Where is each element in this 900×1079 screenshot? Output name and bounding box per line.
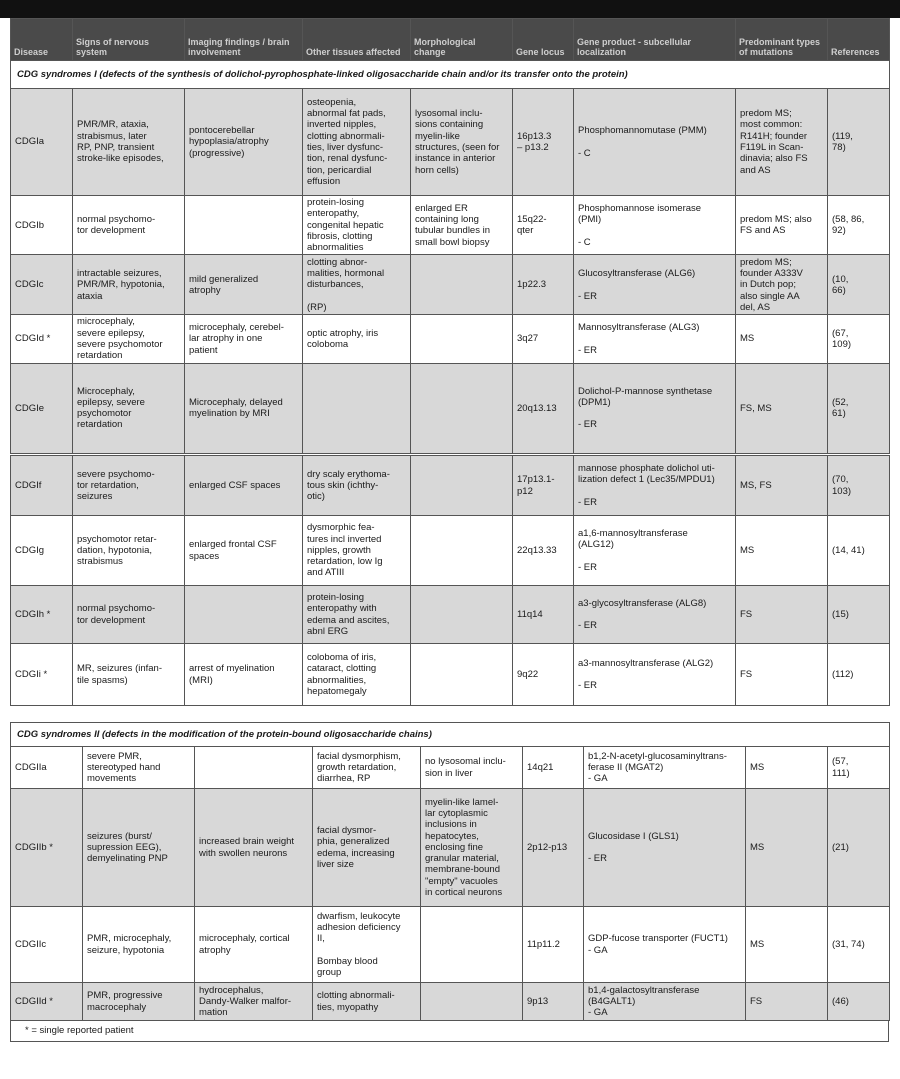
nervous-signs: Microcephaly, epilepsy, severe psychomotor retardation bbox=[73, 363, 185, 453]
table-row bbox=[11, 89, 890, 196]
disease-name: CDGIc bbox=[11, 255, 73, 315]
mutation-types: MS, FS bbox=[736, 456, 828, 516]
gene-locus: 14q21 bbox=[523, 747, 584, 789]
morphological-change: myelin-like lamel- lar cytoplasmic inclusions in hepatocytes, enclosing fine granular material, membrane-bound "empty" vacuoles in cortical neurons bbox=[421, 789, 523, 907]
other-tissues: protein-losing enteropathy, congenital hepatic fibrosis, clotting abnormalities bbox=[303, 196, 411, 255]
table-row bbox=[11, 586, 890, 644]
nervous-signs: normal psychomo- tor development bbox=[73, 586, 185, 644]
disease-name: CDGIIb * bbox=[11, 789, 83, 907]
nervous-signs: MR, seizures (infan- tile spasms) bbox=[73, 644, 185, 706]
section-title: CDG syndromes II (defects in the modification of the protein-bound oligosaccharide chains) bbox=[11, 723, 890, 747]
mutation-types: MS bbox=[736, 315, 828, 363]
col-header: Gene product - subcellular localization bbox=[574, 19, 736, 61]
disease-name: CDGIb bbox=[11, 196, 73, 255]
nervous-signs: PMR/MR, ataxia, strabismus, later RP, PNP, transient stroke-like episodes, bbox=[73, 89, 185, 196]
col-header: Predominant types of mutations bbox=[736, 19, 828, 61]
nervous-signs: microcephaly, severe epilepsy, severe psychomotor retardation bbox=[73, 315, 185, 363]
gene-locus: 17p13.1- p12 bbox=[513, 456, 574, 516]
disease-name: CDGIe bbox=[11, 363, 73, 453]
mutation-types: predom MS; also FS and AS bbox=[736, 196, 828, 255]
col-header: Signs of nervous system bbox=[73, 19, 185, 61]
morphological-change bbox=[411, 255, 513, 315]
references: (21) bbox=[828, 789, 890, 907]
gene-product: Phosphomannose isomerase (PMI) - C bbox=[574, 196, 736, 255]
disease-name: CDGIh * bbox=[11, 586, 73, 644]
nervous-signs: severe psychomo- tor retardation, seizures bbox=[73, 456, 185, 516]
imaging-findings bbox=[195, 747, 313, 789]
table-row bbox=[11, 644, 890, 706]
other-tissues: coloboma of iris, cataract, clotting abnormalities, hepatomegaly bbox=[303, 644, 411, 706]
nervous-signs: PMR, progressive macrocephaly bbox=[83, 983, 195, 1021]
disease-name: CDGIa bbox=[11, 89, 73, 196]
imaging-findings: arrest of myelination (MRI) bbox=[185, 644, 303, 706]
imaging-findings: mild generalized atrophy bbox=[185, 255, 303, 315]
morphological-change bbox=[411, 644, 513, 706]
other-tissues: dry scaly erythoma- tous skin (ichthy- otic) bbox=[303, 456, 411, 516]
morphological-change bbox=[421, 907, 523, 983]
table-row bbox=[11, 363, 890, 453]
gene-locus: 2p12-p13 bbox=[523, 789, 584, 907]
section-title-row bbox=[11, 723, 890, 747]
imaging-findings: Microcephaly, delayed myelination by MRI bbox=[185, 363, 303, 453]
other-tissues: dysmorphic fea- tures incl inverted nipples, growth retardation, low Ig and ATIII bbox=[303, 516, 411, 586]
mutation-types: MS bbox=[746, 907, 828, 983]
imaging-findings: microcephaly, cortical atrophy bbox=[195, 907, 313, 983]
other-tissues: optic atrophy, iris coloboma bbox=[303, 315, 411, 363]
other-tissues: osteopenia, abnormal fat pads, inverted nipples, clotting abnormali- ties, liver dysfunc- tion, renal dysfunc- tion, pericardial effusion bbox=[303, 89, 411, 196]
disease-name: CDGIf bbox=[11, 456, 73, 516]
gene-locus: 15q22- qter bbox=[513, 196, 574, 255]
gene-product: Phosphomannomutase (PMM) - C bbox=[574, 89, 736, 196]
col-header: Imaging findings / brain involvement bbox=[185, 19, 303, 61]
morphological-change: no lysosomal inclu- sion in liver bbox=[421, 747, 523, 789]
references: (67, 109) bbox=[828, 315, 890, 363]
other-tissues: facial dysmorphism, growth retardation, diarrhea, RP bbox=[313, 747, 421, 789]
gene-locus: 11p11.2 bbox=[523, 907, 584, 983]
gene-locus: 9p13 bbox=[523, 983, 584, 1021]
nervous-signs: severe PMR, stereotyped hand movements bbox=[83, 747, 195, 789]
section-title-row bbox=[11, 61, 890, 89]
disease-name: CDGIg bbox=[11, 516, 73, 586]
other-tissues: facial dysmor- phia, generalized edema, increasing liver size bbox=[313, 789, 421, 907]
gene-locus: 11q14 bbox=[513, 586, 574, 644]
disease-name: CDGIIc bbox=[11, 907, 83, 983]
references: (112) bbox=[828, 644, 890, 706]
disease-name: CDGIIa bbox=[11, 747, 83, 789]
morphological-change bbox=[411, 586, 513, 644]
mutation-types: MS bbox=[736, 516, 828, 586]
table-row bbox=[11, 456, 890, 516]
mutation-types: FS bbox=[736, 644, 828, 706]
references: (58, 86, 92) bbox=[828, 196, 890, 255]
other-tissues: clotting abnormali- ties, myopathy bbox=[313, 983, 421, 1021]
mutation-types: FS bbox=[736, 586, 828, 644]
imaging-findings: pontocerebellar hypoplasia/atrophy (progressive) bbox=[185, 89, 303, 196]
nervous-signs: psychomotor retar- dation, hypotonia, strabismus bbox=[73, 516, 185, 586]
nervous-signs: seizures (burst/ supression EEG), demyelinating PNP bbox=[83, 789, 195, 907]
mutation-types: MS bbox=[746, 789, 828, 907]
gene-product: Dolichol-P-mannose synthetase (DPM1) - ER bbox=[574, 363, 736, 453]
other-tissues: protein-losing enteropathy with edema and ascites, abnl ERG bbox=[303, 586, 411, 644]
table-row bbox=[11, 907, 890, 983]
gene-product: a3-mannosyltransferase (ALG2) - ER bbox=[574, 644, 736, 706]
references: (46) bbox=[828, 983, 890, 1021]
table-header-row bbox=[11, 19, 890, 61]
gene-product: a1,6-mannosyltransferase (ALG12) - ER bbox=[574, 516, 736, 586]
gene-product: b1,4-galactosyltransferase (B4GALT1) - GA bbox=[584, 983, 746, 1021]
gene-product: Glucosidase I (GLS1) - ER bbox=[584, 789, 746, 907]
imaging-findings: microcephaly, cerebel- lar atrophy in one patient bbox=[185, 315, 303, 363]
table-row bbox=[11, 747, 890, 789]
table-row bbox=[11, 255, 890, 315]
disease-name: CDGIi * bbox=[11, 644, 73, 706]
gene-product: mannose phosphate dolichol uti- lization defect 1 (Lec35/MPDU1) - ER bbox=[574, 456, 736, 516]
gene-locus: 16p13.3 – p13.2 bbox=[513, 89, 574, 196]
morphological-change bbox=[421, 983, 523, 1021]
mutation-types: FS bbox=[746, 983, 828, 1021]
morphological-change bbox=[411, 456, 513, 516]
references: (31, 74) bbox=[828, 907, 890, 983]
gene-locus: 20q13.13 bbox=[513, 363, 574, 453]
nervous-signs: intractable seizures, PMR/MR, hypotonia, ataxia bbox=[73, 255, 185, 315]
mutation-types: MS bbox=[746, 747, 828, 789]
col-header: Other tissues affected bbox=[303, 19, 411, 61]
table-row bbox=[11, 516, 890, 586]
mutation-types: FS, MS bbox=[736, 363, 828, 453]
imaging-findings: hydrocephalus, Dandy-Walker malfor- mation bbox=[195, 983, 313, 1021]
table-row bbox=[11, 196, 890, 255]
morphological-change bbox=[411, 363, 513, 453]
table-row bbox=[11, 983, 890, 1021]
gene-locus: 22q13.33 bbox=[513, 516, 574, 586]
imaging-findings: enlarged CSF spaces bbox=[185, 456, 303, 516]
section-title: CDG syndromes I (defects of the synthesis of dolichol-pyrophosphate-linked oligosaccharide chain and/or its transfer onto the protein) bbox=[11, 61, 890, 89]
references: (52, 61) bbox=[828, 363, 890, 453]
nervous-signs: normal psychomo- tor development bbox=[73, 196, 185, 255]
gene-locus: 3q27 bbox=[513, 315, 574, 363]
references: (70, 103) bbox=[828, 456, 890, 516]
gene-product: GDP-fucose transporter (FUCT1) - GA bbox=[584, 907, 746, 983]
mutation-types: predom MS; most common: R141H; founder F119L in Scan- dinavia; also FS and AS bbox=[736, 89, 828, 196]
references: (119, 78) bbox=[828, 89, 890, 196]
cdg-table-part2 bbox=[10, 455, 890, 706]
references: (10, 66) bbox=[828, 255, 890, 315]
morphological-change bbox=[411, 516, 513, 586]
morphological-change: lysosomal inclu- sions containing myelin-like structures, (seen for instance in anterior horn cells) bbox=[411, 89, 513, 196]
col-header: Gene locus bbox=[513, 19, 574, 61]
gene-product: b1,2-N-acetyl-glucosaminyltrans- ferase II (MGAT2) - GA bbox=[584, 747, 746, 789]
imaging-findings: enlarged frontal CSF spaces bbox=[185, 516, 303, 586]
nervous-signs: PMR, microcephaly, seizure, hypotonia bbox=[83, 907, 195, 983]
other-tissues: dwarfism, leukocyte adhesion deficiency II, Bombay blood group bbox=[313, 907, 421, 983]
disease-name: CDGIId * bbox=[11, 983, 83, 1021]
morphological-change: enlarged ER containing long tubular bundles in small bowl biopsy bbox=[411, 196, 513, 255]
cdg-table-part1 bbox=[10, 18, 890, 454]
gene-product: Glucosyltransferase (ALG6) - ER bbox=[574, 255, 736, 315]
references: (14, 41) bbox=[828, 516, 890, 586]
gene-product: Mannosyltransferase (ALG3) - ER bbox=[574, 315, 736, 363]
imaging-findings bbox=[185, 586, 303, 644]
imaging-findings: increased brain weight with swollen neurons bbox=[195, 789, 313, 907]
table-row bbox=[11, 315, 890, 363]
footnote: * = single reported patient bbox=[10, 1020, 889, 1042]
cdg-table-part3 bbox=[10, 722, 890, 1021]
gene-product: a3-glycosyltransferase (ALG8) - ER bbox=[574, 586, 736, 644]
col-header: Morphological change bbox=[411, 19, 513, 61]
table-row bbox=[11, 789, 890, 907]
gene-locus: 9q22 bbox=[513, 644, 574, 706]
references: (57, 111) bbox=[828, 747, 890, 789]
disease-name: CDGId * bbox=[11, 315, 73, 363]
morphological-change bbox=[411, 315, 513, 363]
col-header: Disease bbox=[11, 19, 73, 61]
gene-locus: 1p22.3 bbox=[513, 255, 574, 315]
top-edge-band bbox=[0, 0, 900, 18]
other-tissues: clotting abnor- malities, hormonal disturbances, (RP) bbox=[303, 255, 411, 315]
col-header: References bbox=[828, 19, 890, 61]
imaging-findings bbox=[185, 196, 303, 255]
other-tissues bbox=[303, 363, 411, 453]
references: (15) bbox=[828, 586, 890, 644]
mutation-types: predom MS; founder A333V in Dutch pop; also single AA del, AS bbox=[736, 255, 828, 315]
